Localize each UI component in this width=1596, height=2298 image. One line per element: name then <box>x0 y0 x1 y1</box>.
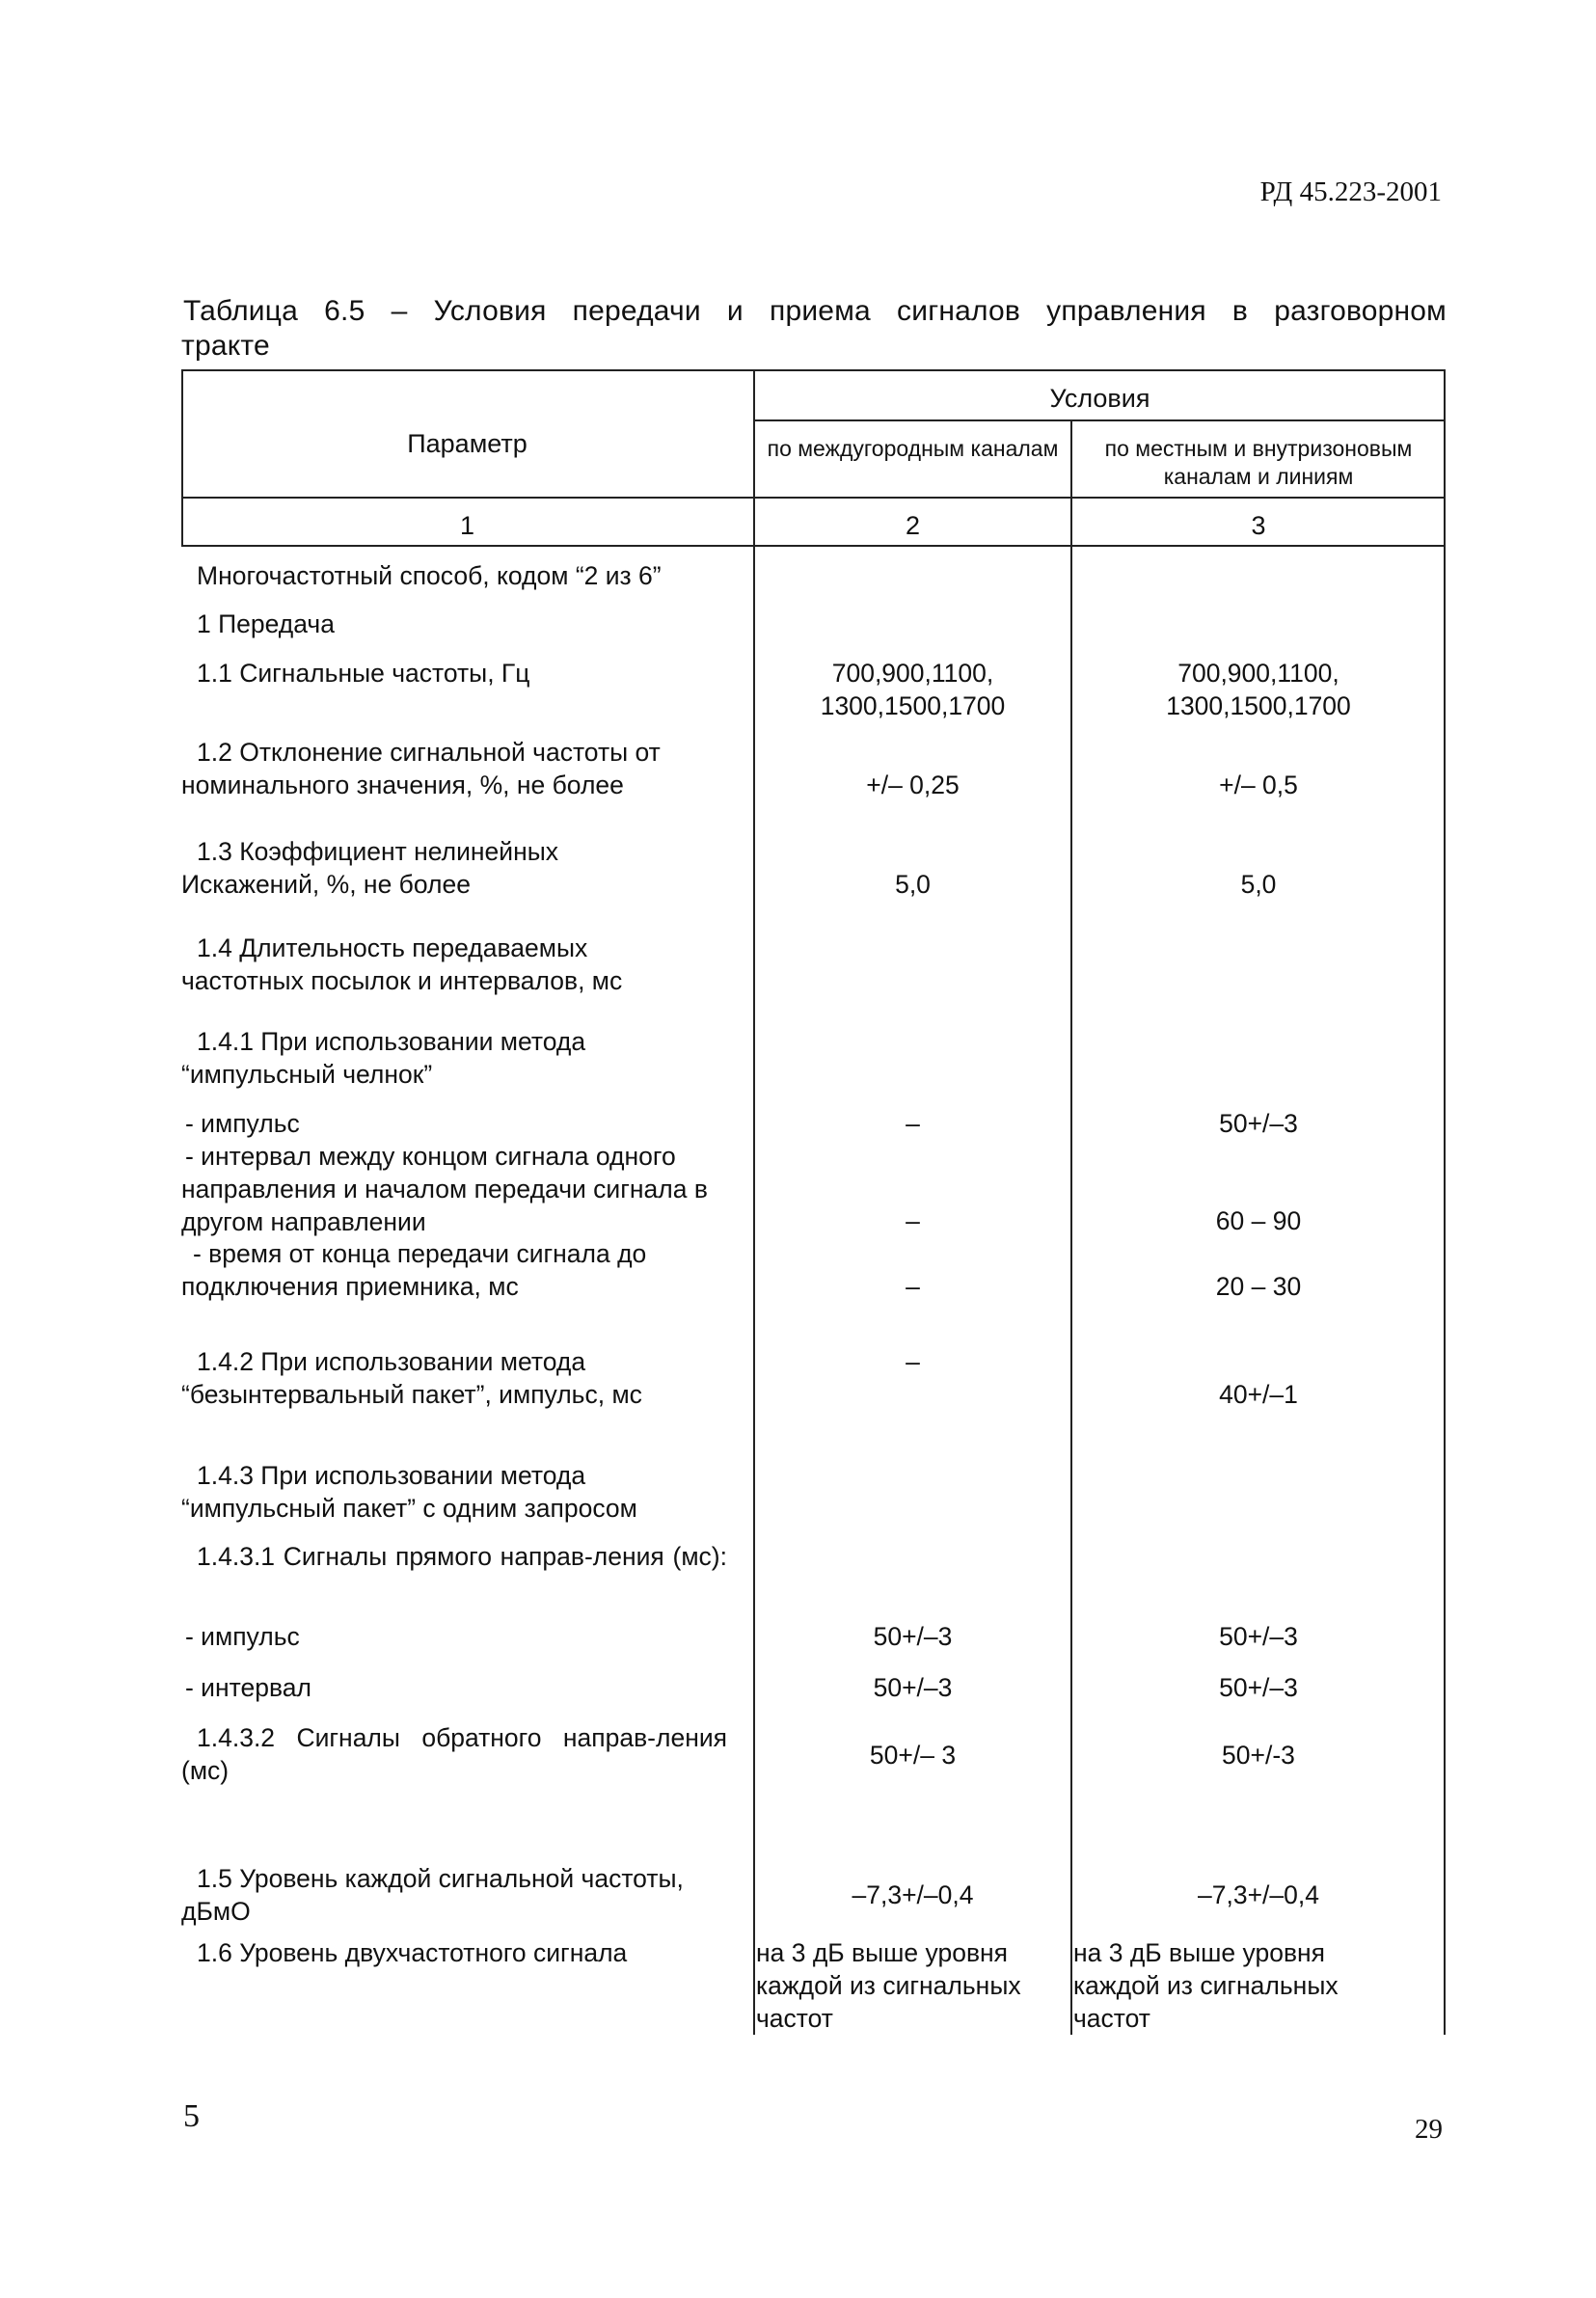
header-parameter: Параметр <box>407 429 527 458</box>
row-1-1-param: 1.1 Сигнальные частоты, Гц <box>197 659 530 688</box>
conditions-divider <box>754 419 1446 421</box>
row-1-2-local: +/– 0,5 <box>1219 771 1298 799</box>
row-transmission: 1 Передача <box>197 609 335 638</box>
row-switch-time-intercity: – <box>906 1272 920 1301</box>
row-direct-interval-local: 50+/–3 <box>1219 1673 1298 1702</box>
row-1-4-2-local: 40+/–1 <box>1219 1380 1298 1409</box>
row-interval-local: 60 – 90 <box>1215 1206 1302 1235</box>
column-number-2: 2 <box>905 511 921 540</box>
row-1-4-3-1-param: 1.4.3.1 Сигналы прямого направ-ления (мс): <box>197 1542 727 1571</box>
page-number: 29 <box>1415 2114 1443 2145</box>
caption-line-1: Таблица 6.5 – Условия передачи и приема сигналов управления в разговорном <box>183 295 1447 327</box>
row-1-4-3-param: 1.4.3 При использовании метода “импульсный пакет” с одним запросом <box>181 1461 637 1523</box>
row-1-2-intercity: +/– 0,25 <box>866 771 960 799</box>
table-caption <box>183 294 1447 364</box>
row-method-title: Многочастотный способ, кодом “2 из 6” <box>197 561 662 590</box>
row-1-6-local: на 3 дБ выше уровня каждой из сигнальных частот <box>1073 1938 1339 2033</box>
numbering-bottom-border <box>181 545 1446 547</box>
table-top-border <box>181 369 1446 371</box>
row-1-1-local: 700,900,1100, 1300,1500,1700 <box>1166 659 1351 720</box>
column-number-1: 1 <box>459 511 475 540</box>
row-1-4-3-2-intercity: 50+/– 3 <box>869 1741 957 1770</box>
row-direct-impulse-label: - импульс <box>185 1622 300 1651</box>
row-direct-interval-label: - интервал <box>185 1673 311 1702</box>
header-local-channels: по местным и внутризоновым каналам и линиям <box>1104 436 1413 489</box>
document-code: РД 45.223-2001 <box>1259 176 1442 207</box>
caption-line-2: тракте <box>181 330 270 362</box>
row-1-4-3-2-param: 1.4.3.2 Сигналы обратного направ-ления (мс) <box>181 1723 727 1785</box>
row-1-3-local: 5,0 <box>1240 870 1277 899</box>
row-impulse-label: - импульс <box>185 1109 300 1138</box>
row-1-4-1-param: 1.4.1 При использовании метода “импульсный челнок” <box>181 1027 586 1089</box>
table-right-border <box>1444 369 1446 2035</box>
row-1-6-intercity: на 3 дБ выше уровня каждой из сигнальных частот <box>756 1938 1021 2033</box>
row-1-3-param: 1.3 Коэффициент нелинейных Искажений, %, не более <box>181 837 559 899</box>
row-1-4-3-2-local: 50+/-3 <box>1222 1741 1295 1770</box>
row-direct-impulse-local: 50+/–3 <box>1219 1622 1298 1651</box>
row-interval-label: - интервал между концом сигнала одного направления и началом передачи сигнала в другом направлении <box>181 1142 708 1236</box>
row-switch-time-local: 20 – 30 <box>1215 1272 1302 1301</box>
row-1-4-param: 1.4 Длительность передаваемых частотных посылок и интервалов, мс <box>181 933 623 995</box>
row-1-3-intercity: 5,0 <box>895 870 931 899</box>
row-direct-interval-intercity: 50+/–3 <box>873 1673 953 1702</box>
row-switch-time-label: - время от конца передачи сигнала до подключения приемника, мс <box>181 1239 647 1301</box>
header-conditions: Условия <box>1049 384 1150 413</box>
row-1-1-intercity: 700,900,1100, 1300,1500,1700 <box>820 659 1006 720</box>
row-1-5-local: –7,3+/–0,4 <box>1198 1880 1319 1909</box>
row-impulse-local: 50+/–3 <box>1219 1109 1298 1138</box>
header-bottom-border <box>181 497 1446 499</box>
row-1-4-2-param: 1.4.2 При использовании метода “безынтервальный пакет”, импульс, мс <box>181 1347 642 1409</box>
row-1-2-param: 1.2 Отклонение сигнальной частоты от номинального значения, %, не более <box>181 738 661 799</box>
row-1-5-intercity: –7,3+/–0,4 <box>852 1880 974 1909</box>
column-number-3: 3 <box>1251 511 1266 540</box>
row-impulse-intercity: – <box>906 1109 920 1138</box>
row-1-5-param: 1.5 Уровень каждой сигнальной частоты, дБмО <box>181 1864 684 1926</box>
row-interval-intercity: – <box>906 1206 920 1235</box>
row-direct-impulse-intercity: 50+/–3 <box>873 1622 953 1651</box>
column-divider-1 <box>753 369 755 2035</box>
page-mark-left: 5 <box>183 2098 200 2134</box>
signal-conditions-table <box>181 369 1446 2035</box>
header-intercity-channels: по междугородным каналам <box>767 436 1059 461</box>
row-1-4-2-intercity: – <box>906 1347 920 1376</box>
row-1-6-param: 1.6 Уровень двухчастотного сигнала <box>197 1938 628 1967</box>
